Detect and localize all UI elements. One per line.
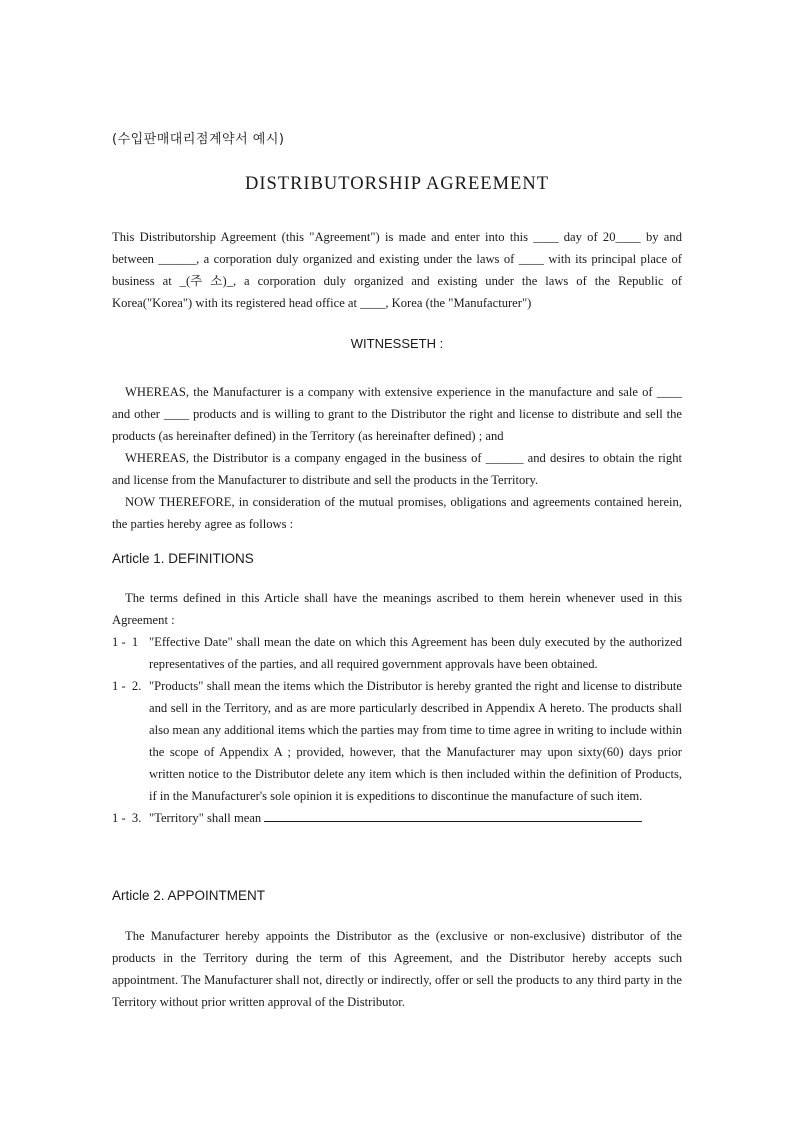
- recital-paragraph: WHEREAS, the Manufacturer is a company with extensive experience in the manufacture and sale of ____ and other ____ products and is willing to grant to the Distributor the right and license to distribute and sell the products (as hereinafter defined) in the Territory (as hereinafter defined) ; and: [112, 385, 682, 443]
- definition-item: [112, 675, 682, 807]
- definition-text: "Territory" shall mean: [149, 811, 262, 825]
- definition-item: [112, 631, 682, 675]
- article-1-heading: Article 1. DEFINITIONS: [112, 551, 254, 566]
- article-2-body: [112, 925, 682, 1013]
- fill-in-blank-line: [264, 807, 642, 822]
- article-1-body: [112, 587, 682, 829]
- recital-paragraph: WHEREAS, the Distributor is a company engaged in the business of ______ and desires to obtain the right and license from the Manufacturer to distribute and sell the products in the Territory.: [112, 451, 682, 487]
- recitals-section: [112, 381, 682, 535]
- document-title: DISTRIBUTORSHIP AGREEMENT: [244, 174, 550, 194]
- article-2-paragraph: The Manufacturer hereby appoints the Distributor as the (exclusive or non-exclusive) distributor of the products in the Territory during the term of this Agreement, and the Distributor hereby accepts such appointment. The Manufacturer shall not, directly or indirectly, offer or sell the products to any third party in the Territory without prior written approval of the Distributor.: [112, 929, 682, 1009]
- recital-paragraph: NOW THEREFORE, in consideration of the mutual promises, obligations and agreements contained herein, the parties hereby agree as follows :: [112, 495, 682, 531]
- definition-text-line: [149, 807, 682, 829]
- intro-paragraph: This Distributorship Agreement (this "Agreement") is made and enter into this ____ day of 20____ by and between ______, a corporation duly organized and existing under the laws of ____ with its principal place of business at _(주 소)_, a corporation duly organized and existing under the laws of the Republic of Korea("Korea") with its registered head office at ____, Korea (the "Manufacturer"): [112, 230, 682, 310]
- definition-text: "Effective Date" shall mean the date on which this Agreement has been duly executed by the authorized representatives of the parties, and all required government approvals have been obtained.: [149, 635, 682, 671]
- definition-number: 1 - 1: [112, 635, 139, 649]
- definition-item: [112, 807, 682, 829]
- definition-number: 1 - 3.: [112, 811, 142, 825]
- definition-number: 1 - 2.: [112, 679, 142, 693]
- article-1-lead: The terms defined in this Article shall have the meanings ascribed to them herein whenever used in this Agreement :: [112, 591, 682, 627]
- intro-section: [112, 226, 682, 314]
- definition-text: "Products" shall mean the items which the Distributor is hereby granted the right and license to distribute and sell in the Territory, and as are more particularly described in Appendix A hereto. The products shall also mean any additional items which the parties may from time to time agree in writing to include within the scope of Appendix A ; provided, however, that the Manufacturer may upon sixty(60) days prior written notice to the Distributor delete any item which is then included within the definition of Products, if in the Manufacturer's sole opinion it is expeditions to discontinue the manufacture of such item.: [149, 679, 683, 803]
- document-subtitle: (수입판매대리점계약서 예시): [112, 132, 285, 147]
- witnesseth-heading: WITNESSETH :: [350, 336, 444, 351]
- article-2-heading: Article 2. APPOINTMENT: [112, 888, 266, 903]
